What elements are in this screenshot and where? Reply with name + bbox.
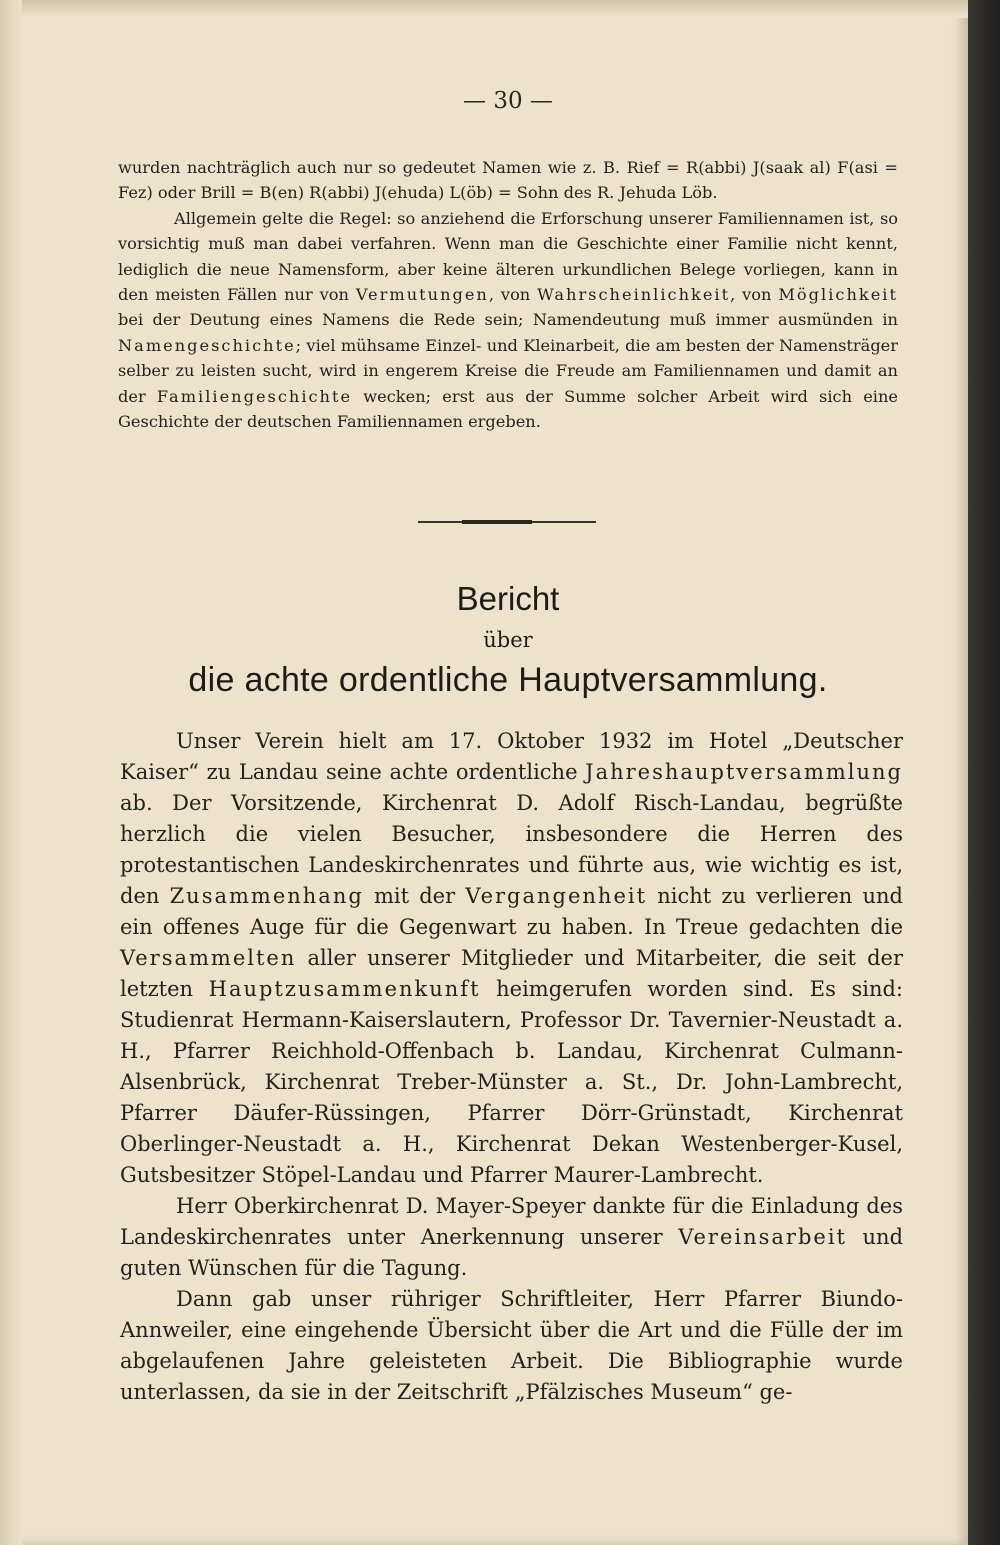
heading-bericht: Bericht	[456, 580, 560, 617]
report-body-text	[120, 726, 903, 1408]
page-number: — 30 —	[463, 88, 553, 114]
spaced-emphasis: Vereinsarbeit	[678, 1225, 847, 1249]
scan-background-strip	[968, 0, 1000, 1545]
spaced-emphasis: Versammelten	[120, 946, 297, 970]
paragraph-general-rule: Allgemein gelte die Regel: so anziehend die Erforschung unserer Familiennamen ist, so vorsichtig muß man dabei verfahren. Wenn man die Geschichte einer Familie nicht kennt, lediglich die neue Namensform, aber keine älteren urkundlichen Belege vorliegen, kann in den meisten Fällen nur von Vermutungen, von Wahrscheinlichkeit, von Möglichkeit bei der Deutung eines Namens die Rede sein; Namendeutung muß immer ausmünden in Namengeschichte; viel mühsame Einzel- und Kleinarbeit, die am besten der Namensträger selber zu leisten sucht, wird in engerem Kreise die Freude am Familiennamen und damit an der Familiengeschichte wecken; erst aus der Summe solcher Arbeit wird sich eine Geschichte der deutschen Familiennamen ergeben.	[118, 208, 898, 432]
heading-ueber: über	[483, 628, 533, 652]
spaced-emphasis: Zusammenhang	[169, 884, 364, 908]
spaced-emphasis: Möglichkeit	[778, 285, 898, 305]
paragraph-thanks: Herr Oberkirchenrat D. Mayer-Speyer dankte für die Einladung des Landeskirchenrates unter Anerkennung unserer Vereinsarbeit und guten Wünschen für die Tagung.	[120, 1194, 904, 1280]
spaced-emphasis: Vergangenheit	[465, 884, 648, 908]
page-binding-edge	[0, 0, 22, 1545]
paragraph-overview: Dann gab unser rühriger Schriftleiter, Herr Pfarrer Biundo-Annweiler, eine eingehende Übersicht über die Art und die Fülle der im abgelaufenen Jahre geleisteten Arbeit. Die Bibliographie wurde unterlassen, da sie in der Zeitschrift „Pfälzisches Museum“ ge-	[120, 1287, 903, 1404]
page-top-shadow	[0, 0, 968, 18]
spaced-emphasis: Namengeschichte	[118, 335, 296, 355]
heading-title: die achte ordentliche Hauptversammlung.	[188, 661, 828, 699]
spaced-emphasis: Jahreshauptversammlung	[585, 760, 903, 784]
spaced-emphasis: Hauptzusammenkunft	[208, 977, 481, 1001]
paragraph-meeting: Unser Verein hielt am 17. Oktober 1932 im Hotel „Deutscher Kaiser“ zu Landau seine achte ordentliche Jahreshauptversammlung ab. Der Vorsitzende, Kirchenrat D. Adolf Risch-Landau, begrüßte herzlich die vielen Besucher, insbesondere die Herren des protestantischen Landeskirchenrates und führte aus, wie wichtig es ist, den Zusammenhang mit der Vergangenheit nicht zu verlieren und ein offenes Auge für die Gegenwart zu haben. In Treue gedachten die Versammelten aller unserer Mitglieder und Mitarbeiter, die seit der letzten Hauptzusammenkunft heimgerufen worden sind. Es sind: Studienrat Hermann-Kaiserslautern, Professor Dr. Tavernier-Neustadt a. H., Pfarrer Reichhold-Offenbach b. Landau, Kirchenrat Culmann-Alsenbrück, Kirchenrat Treber-Münster a. St., Dr. John-Lambrecht, Pfarrer Däufer-Rüssingen, Pfarrer Dörr-Grünstadt, Kirchenrat Oberlinger-Neustadt a. H., Kirchenrat Dekan Westenberger-Kusel, Gutsbesitzer Stöpel-Landau und Pfarrer Maurer-Lambrecht.	[120, 729, 903, 1187]
spaced-emphasis: Vermutungen	[355, 285, 489, 305]
spaced-emphasis: Familiengeschichte	[156, 386, 353, 406]
section-divider-center	[462, 520, 532, 524]
paragraph-name-examples: wurden nachträglich auch nur so gedeutet Namen wie z. B. Rief = R(abbi) J(saak al) F(asi = Fez) oder Brill = B(en) R(abbi) J(ehuda) L(öb) = Sohn des R. Jehuda Löb.	[118, 158, 898, 203]
closing-section-text	[118, 155, 898, 434]
spaced-emphasis: Wahrscheinlichkeit	[537, 285, 731, 305]
